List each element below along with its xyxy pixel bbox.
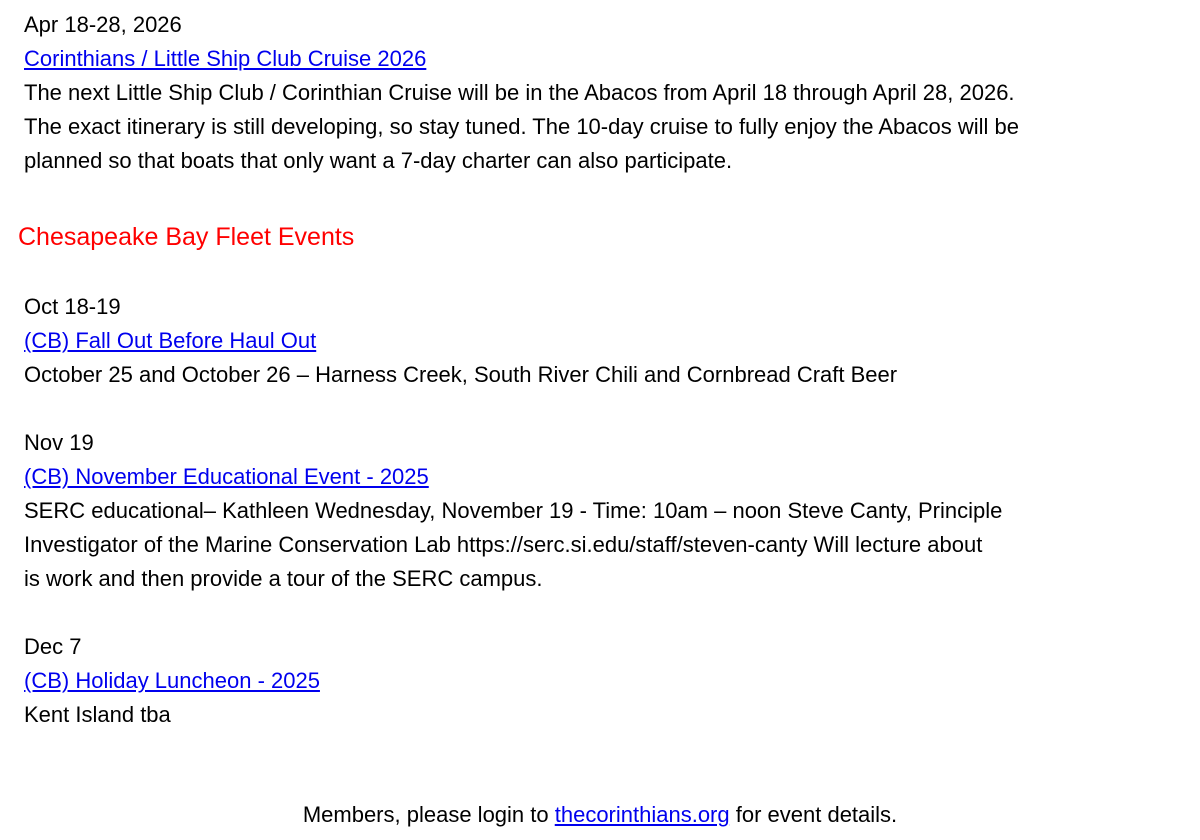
event-date: Dec 7 [24,634,82,659]
event-date: Nov 19 [24,430,94,455]
event-link-holiday-luncheon[interactable]: (CB) Holiday Luncheon - 2025 [24,668,320,693]
event-fall-out [24,290,1184,392]
section-heading-chesapeake: Chesapeake Bay Fleet Events [18,223,355,251]
event-description-line: The exact itinerary is still developing, so stay tuned. The 10-day cruise to fully enjoy the Abacos will be [24,114,1020,139]
footer-suffix: for event details. [729,802,898,827]
footer-prefix: Members, please login to [302,802,555,827]
event-link-november-educational[interactable]: (CB) November Educational Event - 2025 [24,464,429,489]
event-cruise-2026 [24,8,1184,178]
event-description-line: SERC educational– Kathleen Wednesday, November 19 - Time: 10am – noon Steve Canty, Principle [24,498,1003,523]
event-description-line: The next Little Ship Club / Corinthian Cruise will be in the Abacos from April 18 through April 28, 2026. [24,80,1015,105]
event-description-line: is work and then provide a tour of the SERC campus. [24,566,543,591]
footer-login-note [0,798,1200,832]
event-date: Oct 18-19 [24,294,121,319]
event-november-educational [24,426,1184,596]
footer-site-link[interactable]: thecorinthians.org [554,802,730,827]
event-link-fall-out[interactable]: (CB) Fall Out Before Haul Out [24,328,317,353]
event-description-line: October 25 and October 26 – Harness Creek, South River Chili and Cornbread Craft Beer [24,362,898,387]
event-description-line: planned so that boats that only want a 7-day charter can also participate. [24,148,733,173]
event-holiday-luncheon [24,630,1184,732]
event-link-cruise-2026[interactable]: Corinthians / Little Ship Club Cruise 2026 [24,46,427,71]
event-date: Apr 18-28, 2026 [24,12,182,37]
event-description-line: Investigator of the Marine Conservation Lab https://serc.si.edu/staff/steven-canty Will lecture about [24,532,983,557]
event-description-line: Kent Island tba [24,702,171,727]
